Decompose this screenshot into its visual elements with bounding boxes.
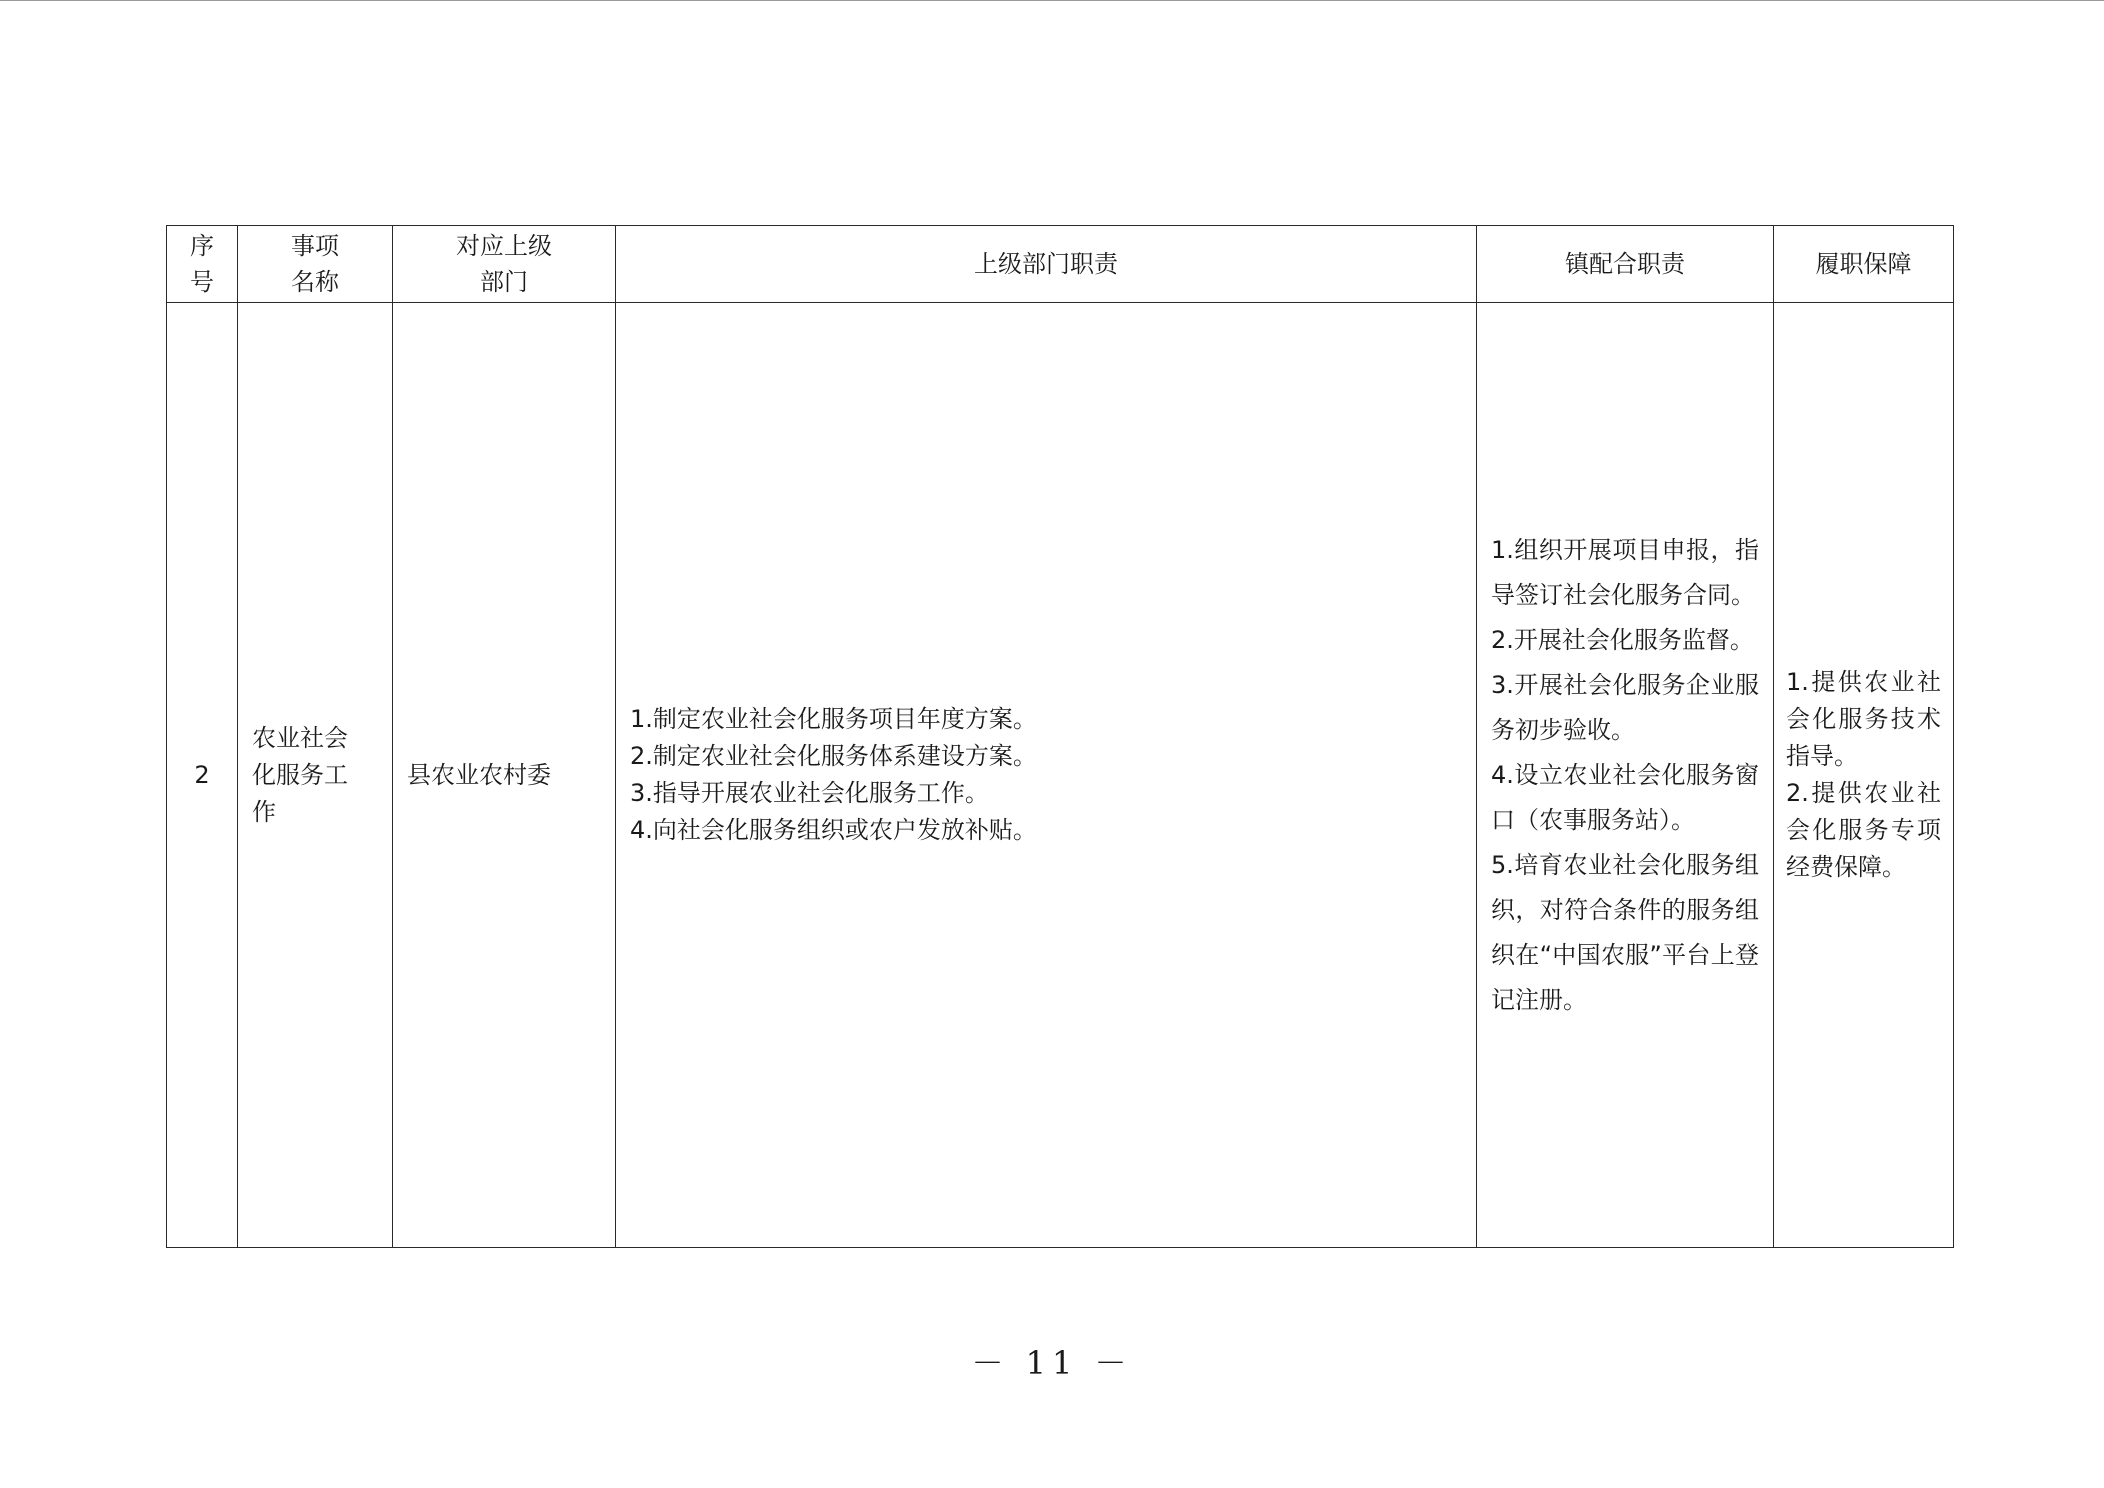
duty-table [166,225,1954,1248]
header-index [167,226,238,303]
upper-duty-item: 3.指导开展农业社会化服务工作。 [630,779,989,807]
row-item-name [238,303,393,1248]
row-department: 县农业农村委 [393,303,616,1248]
upper-duty-item: 4.向社会化服务组织或农户发放补贴。 [630,816,1037,844]
top-border-line [0,0,2104,1]
row-item-name-line: 农业社会 [252,723,348,752]
table-header-row [167,226,1954,303]
guarantee-item: 1.提供农业社会化服务技术指导。 [1786,668,1941,770]
header-town-duties: 镇配合职责 [1477,226,1774,303]
upper-duty-item: 1.制定农业社会化服务项目年度方案。 [630,705,1037,733]
row-index: 2 [167,303,238,1248]
row-guarantee [1774,303,1954,1248]
town-duty-item: 5.培育农业社会化服务组织，对符合条件的服务组织在“中国农服”平台上登记注册。 [1491,850,1759,1014]
header-item-name-line: 名称 [291,268,339,296]
header-item-name-line: 事项 [291,232,339,260]
header-department [393,226,616,303]
row-item-name-line: 化服务工 [252,760,348,789]
table-row [167,303,1954,1248]
header-upper-duties: 上级部门职责 [616,226,1477,303]
header-item-name [238,226,393,303]
header-department-line: 对应上级 [456,232,552,260]
header-index-line: 序 [190,232,214,260]
header-index-line: 号 [190,268,214,296]
header-guarantee: 履职保障 [1774,226,1954,303]
town-duty-item: 3.开展社会化服务企业服务初步验收。 [1491,670,1759,744]
page-number: － 11 － [971,1344,1133,1382]
row-upper-duties [616,303,1477,1248]
guarantee-item: 2.提供农业社会化服务专项经费保障。 [1786,779,1941,881]
row-town-duties [1477,303,1774,1248]
town-duty-item: 4.设立农业社会化服务窗口（农事服务站）。 [1491,760,1759,834]
header-department-line: 部门 [480,268,528,296]
row-item-name-line: 作 [252,797,276,826]
town-duty-item: 2.开展社会化服务监督。 [1491,625,1754,654]
upper-duty-item: 2.制定农业社会化服务体系建设方案。 [630,742,1037,770]
town-duty-item: 1.组织开展项目申报，指导签订社会化服务合同。 [1491,535,1759,609]
